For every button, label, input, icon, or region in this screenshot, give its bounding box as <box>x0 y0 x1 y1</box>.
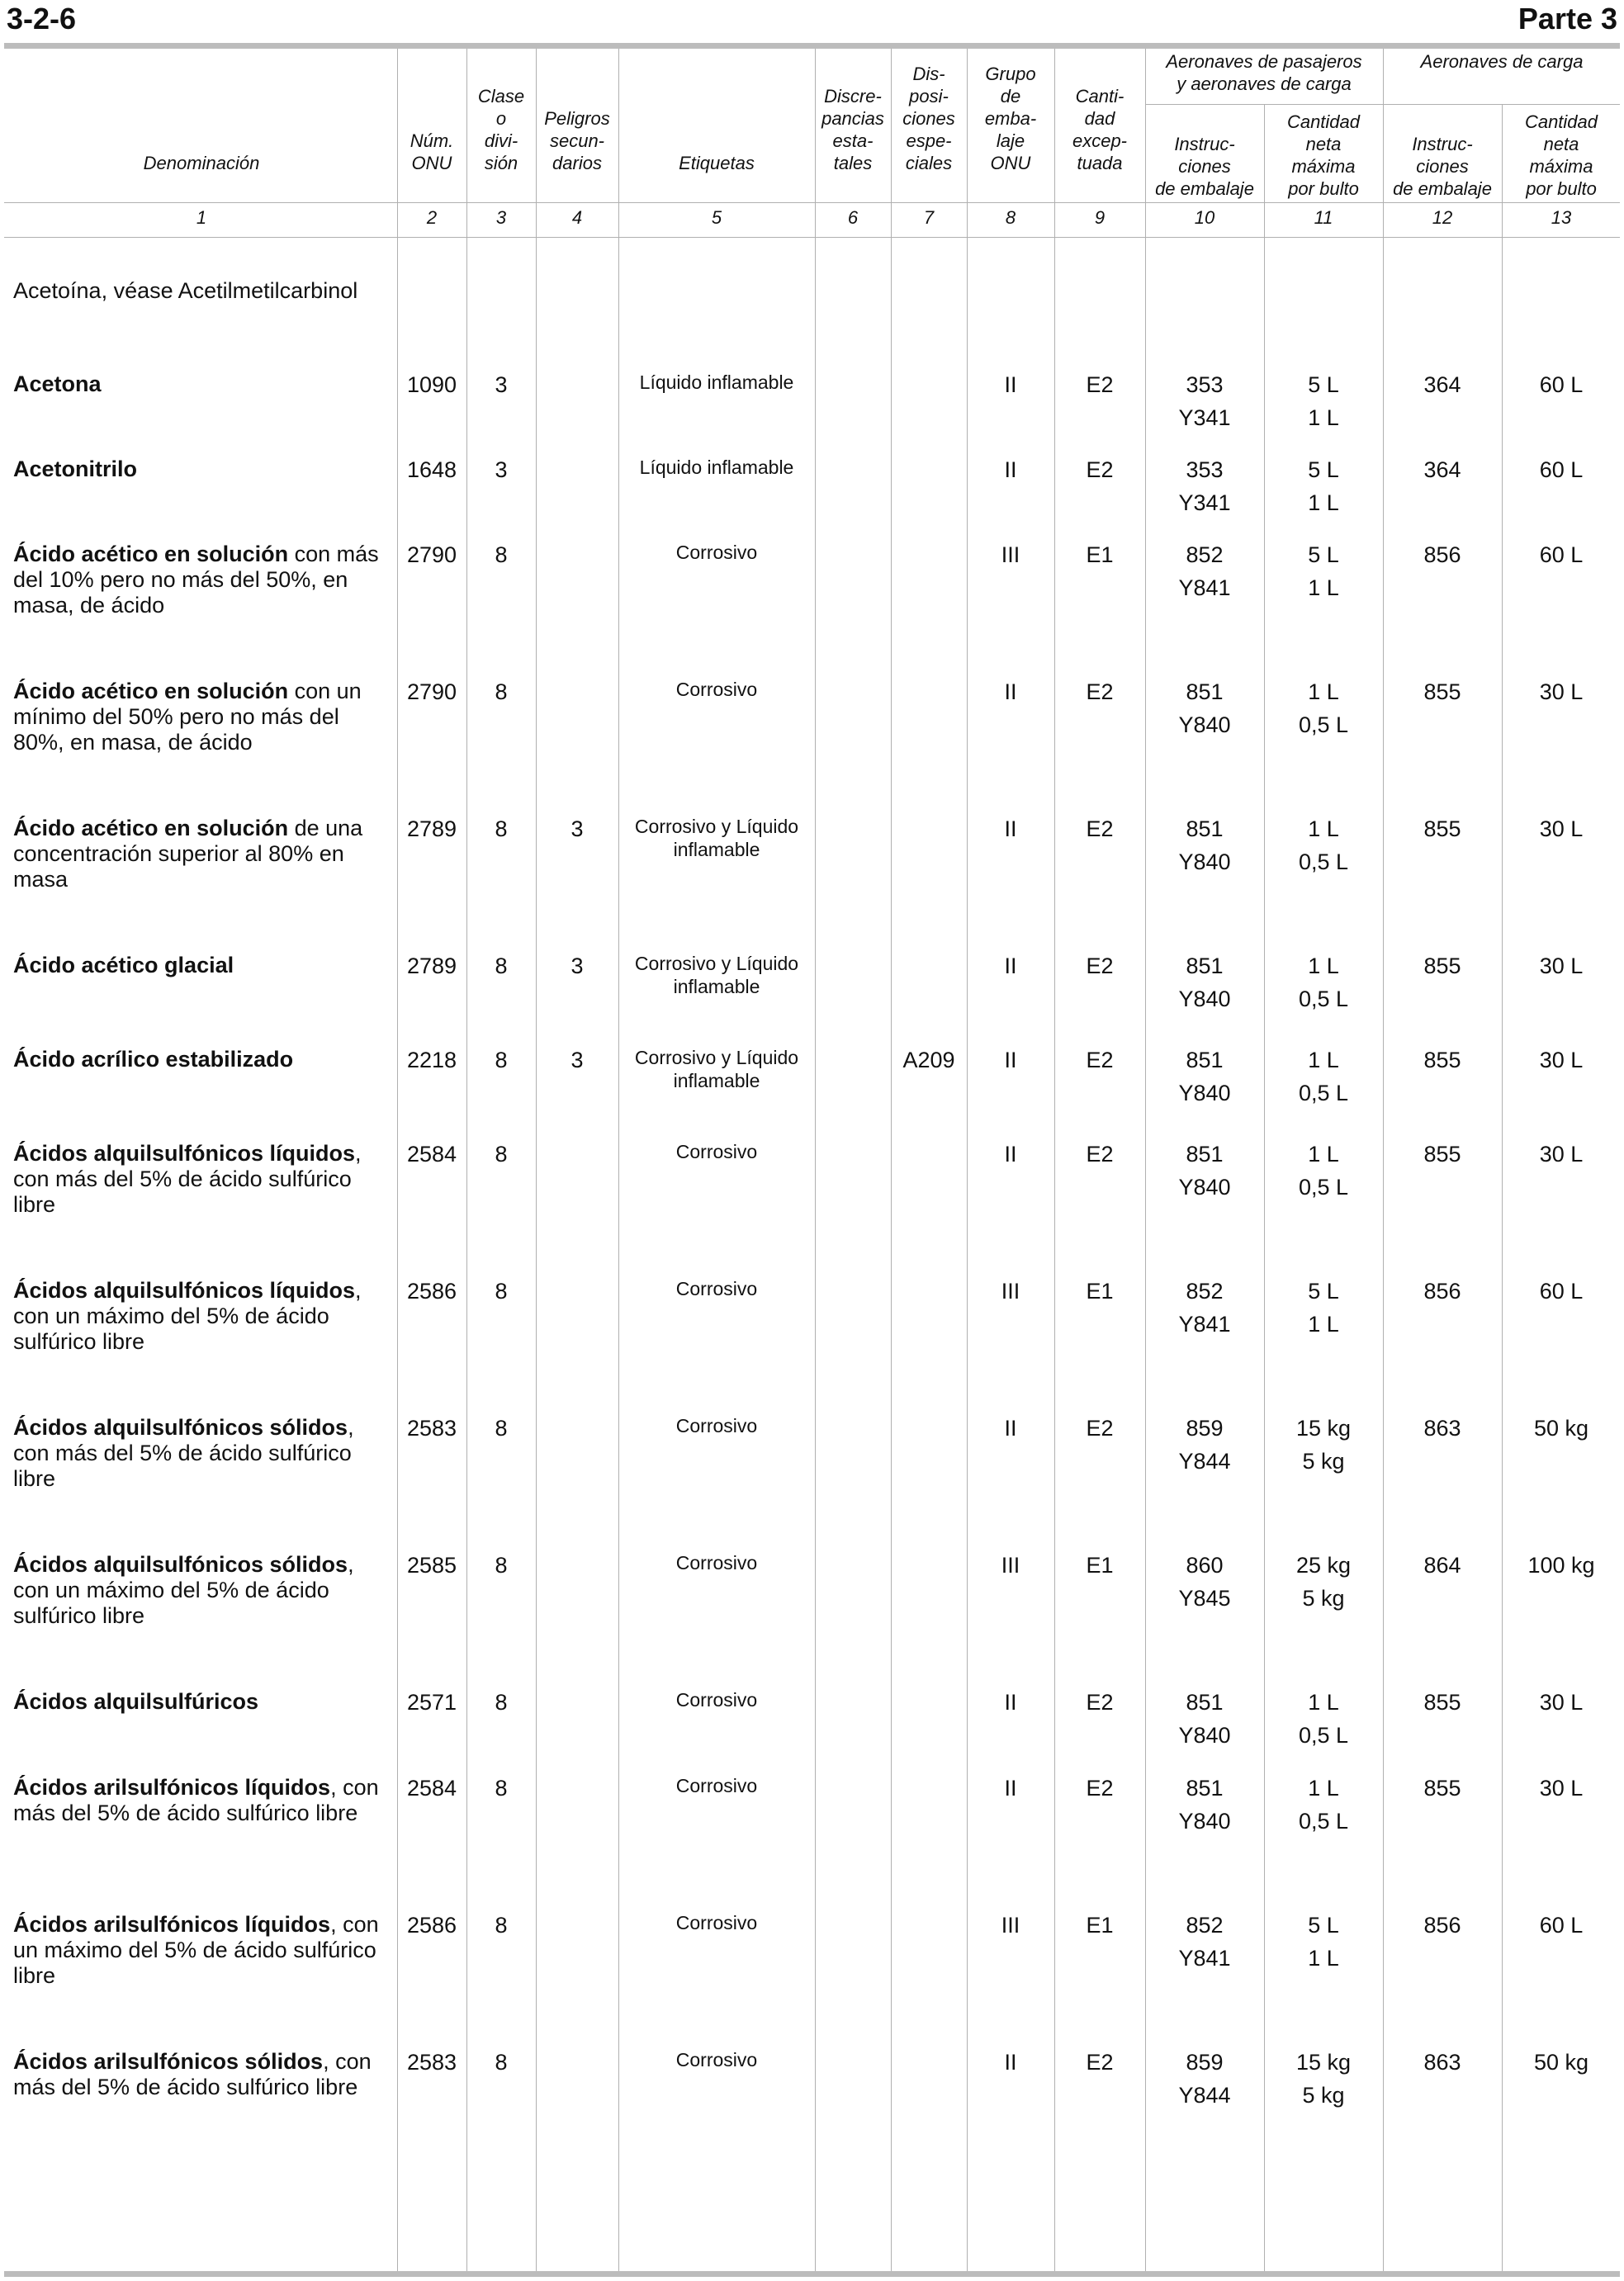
cell-pi-cao: 364 <box>1423 372 1461 397</box>
substance-name-detail: , con más del 5% de ácido sulfúrico libre <box>13 2049 372 2099</box>
substance-name-detail: , con más del 5% de ácido sulfúrico libre <box>13 1775 379 1825</box>
cell-pi-cao: 855 <box>1423 954 1461 978</box>
header-clase: Clase o divi- sión <box>477 86 525 173</box>
column-number: 5 <box>711 207 722 228</box>
cell-qty-pax: 15 kg 5 kg <box>1295 1416 1352 1474</box>
cell-qty-pax: 1 L 0,5 L <box>1298 1048 1349 1105</box>
substance-name-bold: Ácidos arilsulfónicos sólidos <box>13 2049 324 2074</box>
cell-cls: 8 <box>495 1553 508 1578</box>
cell-qty-cao: 50 kg <box>1533 2050 1589 2075</box>
cell-pi-pax: 353 Y341 <box>1178 372 1231 430</box>
cell-eq: E2 <box>1086 1048 1114 1072</box>
header-instrucciones-pax: Instruc- ciones de embalaje <box>1155 134 1254 199</box>
column-divider <box>536 49 537 2271</box>
header-cantidad-carga: Cantidad neta máxima por bulto <box>1524 111 1598 199</box>
cell-cls: 8 <box>495 1142 508 1167</box>
substance-name-detail: de una concentración superior al 80% en masa <box>13 816 363 892</box>
column-number: 3 <box>495 207 507 228</box>
substance-name <box>13 679 391 755</box>
substance-name-bold: Ácido acético en solución <box>13 816 289 840</box>
cell-pg: II <box>1004 1048 1017 1072</box>
cell-eq: E2 <box>1086 1776 1114 1801</box>
substance-name <box>13 278 391 304</box>
substance-name-bold: Ácidos alquilsulfónicos líquidos <box>13 1278 356 1303</box>
substance-name-bold: Ácidos arilsulfónicos líquidos <box>13 1775 331 1800</box>
column-divider <box>815 49 816 2271</box>
cell-qty-pax: 1 L 0,5 L <box>1298 679 1349 737</box>
cell-qty-cao: 50 kg <box>1533 1416 1589 1441</box>
cell-un: 2218 <box>406 1048 457 1072</box>
substance-name <box>13 1415 391 1492</box>
header-divider <box>4 202 1620 203</box>
cell-sub: 3 <box>571 1048 584 1072</box>
cell-un: 2583 <box>406 1416 457 1441</box>
substance-name <box>13 1047 391 1072</box>
substance-name-detail: con más del 10% pero no más del 50%, en masa, de ácido <box>13 542 379 618</box>
substance-name-detail: Acetoína, véase Acetilmetilcarbinol <box>13 278 358 303</box>
cell-un: 2583 <box>406 2050 457 2075</box>
cell-qty-cao: 60 L <box>1539 1279 1584 1304</box>
cell-qty-pax: 5 L 1 L <box>1308 542 1339 600</box>
page-header <box>7 0 1617 40</box>
cell-pi-pax: 851 Y840 <box>1178 1690 1231 1748</box>
cell-cls: 8 <box>495 1048 508 1072</box>
substance-name-bold: Ácidos alquilsulfúricos <box>13 1689 259 1714</box>
substance-name-detail: , con más del 5% de ácido sulfúrico libre <box>13 1415 354 1491</box>
cell-sp: A209 <box>902 1048 955 1072</box>
header-grupo: Grupo de emba- laje ONU <box>984 64 1037 173</box>
cell-cls: 8 <box>495 1913 508 1938</box>
cell-un: 2789 <box>406 816 457 841</box>
cell-qty-pax: 1 L 0,5 L <box>1298 1690 1349 1748</box>
header-pasajeros-group: Aeronaves de pasajeros y aeronaves de carga <box>1166 51 1362 94</box>
cell-pg: III <box>1001 1553 1020 1578</box>
substance-name <box>13 1141 391 1218</box>
cell-pi-pax: 851 Y840 <box>1178 679 1231 737</box>
cell-qty-cao: 30 L <box>1539 954 1584 978</box>
cell-label: Corrosivo <box>675 1912 758 1933</box>
substance-name-detail: , con un máximo del 5% de ácido sulfúrico libre <box>13 1912 379 1988</box>
cell-un: 2584 <box>406 1776 457 1801</box>
cell-pg: II <box>1004 1142 1017 1167</box>
cell-pi-cao: 856 <box>1423 1913 1461 1938</box>
cell-pg: II <box>1004 1690 1017 1715</box>
cell-label: Corrosivo <box>675 1415 758 1436</box>
cell-label: Corrosivo <box>675 542 758 563</box>
cell-cls: 8 <box>495 816 508 841</box>
cell-eq: E2 <box>1086 2050 1114 2075</box>
cell-label: Corrosivo y Líquido inflamable <box>634 816 799 860</box>
cell-qty-cao: 30 L <box>1539 1690 1584 1715</box>
cell-un: 1648 <box>406 457 457 482</box>
cell-cls: 8 <box>495 542 508 567</box>
cell-pg: II <box>1004 457 1017 482</box>
substance-name-bold: Ácido acético en solución <box>13 542 289 566</box>
cell-pi-pax: 353 Y341 <box>1178 457 1231 515</box>
cell-pi-cao: 863 <box>1423 1416 1461 1441</box>
cell-label: Líquido inflamable <box>639 457 794 478</box>
substance-name <box>13 542 391 618</box>
column-number: 6 <box>847 207 859 228</box>
cell-pi-cao: 864 <box>1423 1553 1461 1578</box>
header-carga-group: Aeronaves de carga <box>1420 51 1584 72</box>
header-peligros: Peligros secun- darios <box>544 108 610 173</box>
cell-qty-pax: 1 L 0,5 L <box>1298 1776 1349 1834</box>
cell-qty-pax: 15 kg 5 kg <box>1295 2050 1352 2108</box>
substance-name-bold: Acetona <box>13 371 102 396</box>
cell-pg: II <box>1004 1776 1017 1801</box>
cell-eq: E1 <box>1086 542 1114 567</box>
column-number: 8 <box>1005 207 1016 228</box>
cell-sub: 3 <box>571 816 584 841</box>
cell-eq: E2 <box>1086 1690 1114 1715</box>
substance-name-detail: , con un máximo del 5% de ácido sulfúrico libre <box>13 1278 362 1354</box>
cell-label: Corrosivo <box>675 1689 758 1711</box>
cell-un: 2585 <box>406 1553 457 1578</box>
cell-eq: E2 <box>1086 457 1114 482</box>
cell-qty-pax: 5 L 1 L <box>1308 457 1339 515</box>
cell-qty-pax: 1 L 0,5 L <box>1298 954 1349 1011</box>
substance-name <box>13 1278 391 1355</box>
cell-pi-pax: 859 Y844 <box>1178 1416 1231 1474</box>
cell-qty-cao: 100 kg <box>1527 1553 1595 1578</box>
cell-un: 2586 <box>406 1279 457 1304</box>
cell-qty-cao: 60 L <box>1539 457 1584 482</box>
cell-pi-pax: 851 Y840 <box>1178 1048 1231 1105</box>
cell-label: Corrosivo y Líquido inflamable <box>634 1047 799 1091</box>
cell-pi-cao: 856 <box>1423 542 1461 567</box>
cell-qty-pax: 5 L 1 L <box>1308 372 1339 430</box>
cell-un: 2586 <box>406 1913 457 1938</box>
header-cantidad-exceptuada: Canti- dad excep- tuada <box>1072 86 1128 173</box>
cell-cls: 8 <box>495 1690 508 1715</box>
cell-qty-pax: 25 kg 5 kg <box>1295 1553 1352 1611</box>
cell-cls: 3 <box>495 457 508 482</box>
cell-pi-pax: 851 Y840 <box>1178 816 1231 874</box>
cell-pi-pax: 851 Y840 <box>1178 1776 1231 1834</box>
substance-name <box>13 1689 391 1715</box>
substance-name-bold: Ácido acrílico estabilizado <box>13 1047 294 1072</box>
cell-pi-cao: 855 <box>1423 816 1461 841</box>
cell-pg: II <box>1004 679 1017 704</box>
column-number: 9 <box>1094 207 1106 228</box>
cell-pg: III <box>1001 1913 1020 1938</box>
cell-label: Corrosivo <box>675 1552 758 1574</box>
substance-name-detail: con un mínimo del 50% pero no más del 80%, en masa, de ácido <box>13 679 362 755</box>
cell-eq: E2 <box>1086 372 1114 397</box>
cell-un: 2789 <box>406 954 457 978</box>
bottom-rule <box>4 2271 1620 2277</box>
cell-label: Corrosivo <box>675 1775 758 1796</box>
cell-pi-pax: 859 Y844 <box>1178 2050 1231 2108</box>
cell-pg: II <box>1004 1416 1017 1441</box>
column-number: 4 <box>571 207 583 228</box>
cell-pi-cao: 863 <box>1423 2050 1461 2075</box>
cell-qty-cao: 30 L <box>1539 1142 1584 1167</box>
column-number: 2 <box>426 207 438 228</box>
substance-name-bold: Ácido acético en solución <box>13 679 289 703</box>
column-number: 1 <box>196 207 207 228</box>
cell-qty-cao: 30 L <box>1539 1776 1584 1801</box>
cell-pi-cao: 855 <box>1423 1690 1461 1715</box>
cell-pi-pax: 852 Y841 <box>1178 1279 1231 1337</box>
substance-name-bold: Ácidos alquilsulfónicos sólidos <box>13 1552 348 1577</box>
substance-name-bold: Ácidos alquilsulfónicos sólidos <box>13 1415 348 1440</box>
cell-pg: II <box>1004 372 1017 397</box>
part-label: Parte 3 <box>1517 2 1617 35</box>
cell-pi-pax: 851 Y840 <box>1178 954 1231 1011</box>
cell-eq: E1 <box>1086 1553 1114 1578</box>
cell-cls: 8 <box>495 1416 508 1441</box>
cell-eq: E2 <box>1086 954 1114 978</box>
header-cantidad-pax: Cantidad neta máxima por bulto <box>1286 111 1361 199</box>
substance-name <box>13 457 391 482</box>
column-divider <box>891 49 892 2271</box>
cell-label: Corrosivo <box>675 2049 758 2070</box>
cell-pi-pax: 852 Y841 <box>1178 1913 1231 1971</box>
group-divider <box>1146 104 1620 105</box>
cell-cls: 8 <box>495 1279 508 1304</box>
column-number: 7 <box>923 207 935 228</box>
cell-pi-pax: 852 Y841 <box>1178 542 1231 600</box>
cell-eq: E2 <box>1086 1416 1114 1441</box>
substance-name <box>13 816 391 892</box>
substance-name <box>13 1775 391 1826</box>
cell-cls: 3 <box>495 372 508 397</box>
cell-label: Corrosivo <box>675 1141 758 1162</box>
cell-pi-cao: 855 <box>1423 679 1461 704</box>
cell-pg: II <box>1004 816 1017 841</box>
cell-label: Corrosivo <box>675 1278 758 1299</box>
cell-pg: II <box>1004 2050 1017 2075</box>
header-disposiciones: Dis- posi- ciones espe- ciales <box>902 64 955 173</box>
cell-un: 2790 <box>406 542 457 567</box>
substance-name-bold: Ácidos arilsulfónicos líquidos <box>13 1912 331 1937</box>
cell-qty-cao: 60 L <box>1539 372 1584 397</box>
cell-cls: 8 <box>495 954 508 978</box>
cell-eq: E1 <box>1086 1913 1114 1938</box>
cell-un: 1090 <box>406 372 457 397</box>
substance-name <box>13 2049 391 2100</box>
cell-pi-cao: 855 <box>1423 1142 1461 1167</box>
cell-un: 2790 <box>406 679 457 704</box>
cell-eq: E2 <box>1086 816 1114 841</box>
cell-qty-pax: 1 L 0,5 L <box>1298 1142 1349 1200</box>
cell-un: 2571 <box>406 1690 457 1715</box>
column-number: 13 <box>1551 207 1572 228</box>
cell-qty-cao: 30 L <box>1539 1048 1584 1072</box>
substance-name <box>13 371 391 397</box>
cell-label: Corrosivo <box>675 679 758 700</box>
substance-name-bold: Ácidos alquilsulfónicos líquidos <box>13 1141 356 1166</box>
cell-eq: E1 <box>1086 1279 1114 1304</box>
substance-name-bold: Acetonitrilo <box>13 457 138 481</box>
cell-cls: 8 <box>495 2050 508 2075</box>
cell-qty-pax: 5 L 1 L <box>1308 1279 1339 1337</box>
cell-eq: E2 <box>1086 1142 1114 1167</box>
cell-pg: III <box>1001 1279 1020 1304</box>
substance-name <box>13 1552 391 1629</box>
substance-name-detail: , con más del 5% de ácido sulfúrico libre <box>13 1141 362 1217</box>
cell-pg: III <box>1001 542 1020 567</box>
header-discrepancias: Discre- pancias esta- tales <box>821 86 884 173</box>
substance-name <box>13 1912 391 1989</box>
cell-sub: 3 <box>571 954 584 978</box>
cell-qty-pax: 5 L 1 L <box>1308 1913 1339 1971</box>
cell-cls: 8 <box>495 679 508 704</box>
column-number: 12 <box>1432 207 1453 228</box>
cell-cls: 8 <box>495 1776 508 1801</box>
column-number: 11 <box>1314 207 1333 228</box>
cell-qty-cao: 30 L <box>1539 679 1584 704</box>
cell-qty-cao: 60 L <box>1539 1913 1584 1938</box>
section-number: 3-2-6 <box>7 2 77 35</box>
column-number-divider <box>4 237 1620 238</box>
cell-pi-cao: 855 <box>1423 1048 1461 1072</box>
header-denominacion: Denominación <box>143 153 260 173</box>
cell-qty-cao: 60 L <box>1539 542 1584 567</box>
cell-qty-cao: 30 L <box>1539 816 1584 841</box>
cell-pi-cao: 855 <box>1423 1776 1461 1801</box>
substance-name <box>13 953 391 978</box>
cell-pg: II <box>1004 954 1017 978</box>
substance-name-bold: Ácido acético glacial <box>13 953 234 977</box>
cell-pi-cao: 856 <box>1423 1279 1461 1304</box>
cell-qty-pax: 1 L 0,5 L <box>1298 816 1349 874</box>
cell-pi-pax: 851 Y840 <box>1178 1142 1231 1200</box>
top-rule <box>4 43 1620 49</box>
cell-pi-cao: 364 <box>1423 457 1461 482</box>
header-num-onu: Núm. ONU <box>410 130 454 173</box>
column-number: 10 <box>1194 207 1215 228</box>
cell-label: Líquido inflamable <box>639 371 794 393</box>
substance-name-detail: , con un máximo del 5% de ácido sulfúrico libre <box>13 1552 354 1628</box>
header-etiquetas: Etiquetas <box>679 153 755 173</box>
column-divider <box>1502 104 1503 2271</box>
cell-eq: E2 <box>1086 679 1114 704</box>
header-instrucciones-carga: Instruc- ciones de embalaje <box>1393 134 1492 199</box>
cell-pi-pax: 860 Y845 <box>1178 1553 1231 1611</box>
cell-label: Corrosivo y Líquido inflamable <box>634 953 799 997</box>
cell-un: 2584 <box>406 1142 457 1167</box>
